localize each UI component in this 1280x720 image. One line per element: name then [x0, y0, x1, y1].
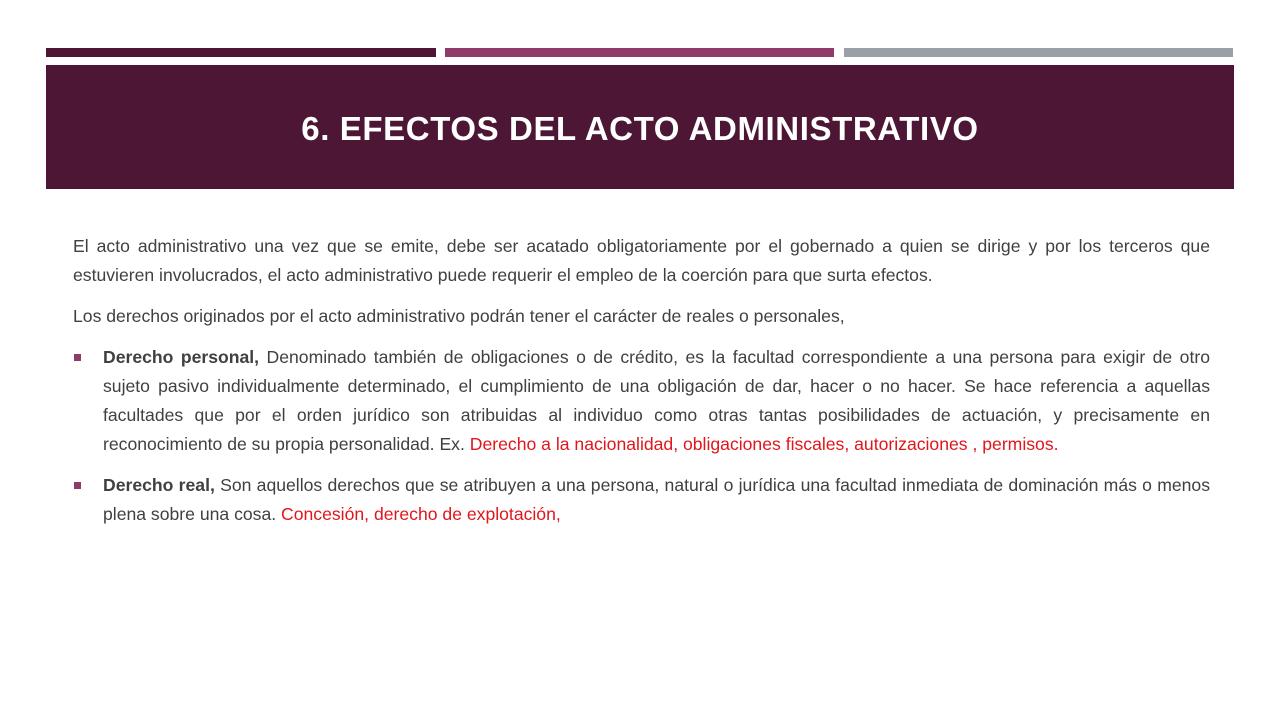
slide-body [73, 232, 1210, 541]
bullet-text: Son aquellos derechos que se atribuyen a una persona, natural o jurídica una facultad inmediata de dominación más o menos plena sobre una cosa. [103, 475, 1211, 524]
accent-bar-dark [46, 48, 436, 57]
accent-bar-magenta [445, 48, 834, 57]
accent-bar-gray [844, 48, 1233, 57]
list-item-personal-right [73, 343, 1210, 459]
slide-title: 6. EFECTOS DEL ACTO ADMINISTRATIVO [301, 110, 979, 147]
square-bullet-icon [74, 482, 81, 489]
intro-paragraph: El acto administrativo una vez que se emite, debe ser acatado obligatoriamente por el gobernado a quien se dirige y por los terceros que estuvieren involucrados, el acto administrativo puede requerir el empleo de la coerción para que surta efectos. [73, 236, 1210, 285]
bullet-term: Derecho real, [103, 475, 215, 495]
bullet-term: Derecho personal, [103, 347, 260, 367]
bullet-text: Denominado también de obligaciones o de crédito, es la facultad correspondiente a una persona para exigir de otro sujeto pasivo individualmente determinado, el cumplimiento de una obligación de dar, hacer o no hacer. Se hace referencia a aquellas facultades que por el orden jurídico son atribuidas al individuo como otras tantas posibilidades de actuación, y precisamente en reconocimiento de su propia personalidad. Ex. [103, 347, 1210, 454]
list-item-real-right [73, 471, 1210, 529]
bullet-example: Derecho a la nacionalidad, obligaciones fiscales, autorizaciones , permisos. [469, 434, 1059, 454]
title-band [46, 65, 1234, 189]
rights-paragraph: Los derechos originados por el acto administrativo podrán tener el carácter de reales o personales, [73, 306, 845, 326]
bullet-example: Concesión, derecho de explotación, [281, 504, 561, 524]
rights-list [73, 343, 1210, 529]
square-bullet-icon [74, 354, 81, 361]
